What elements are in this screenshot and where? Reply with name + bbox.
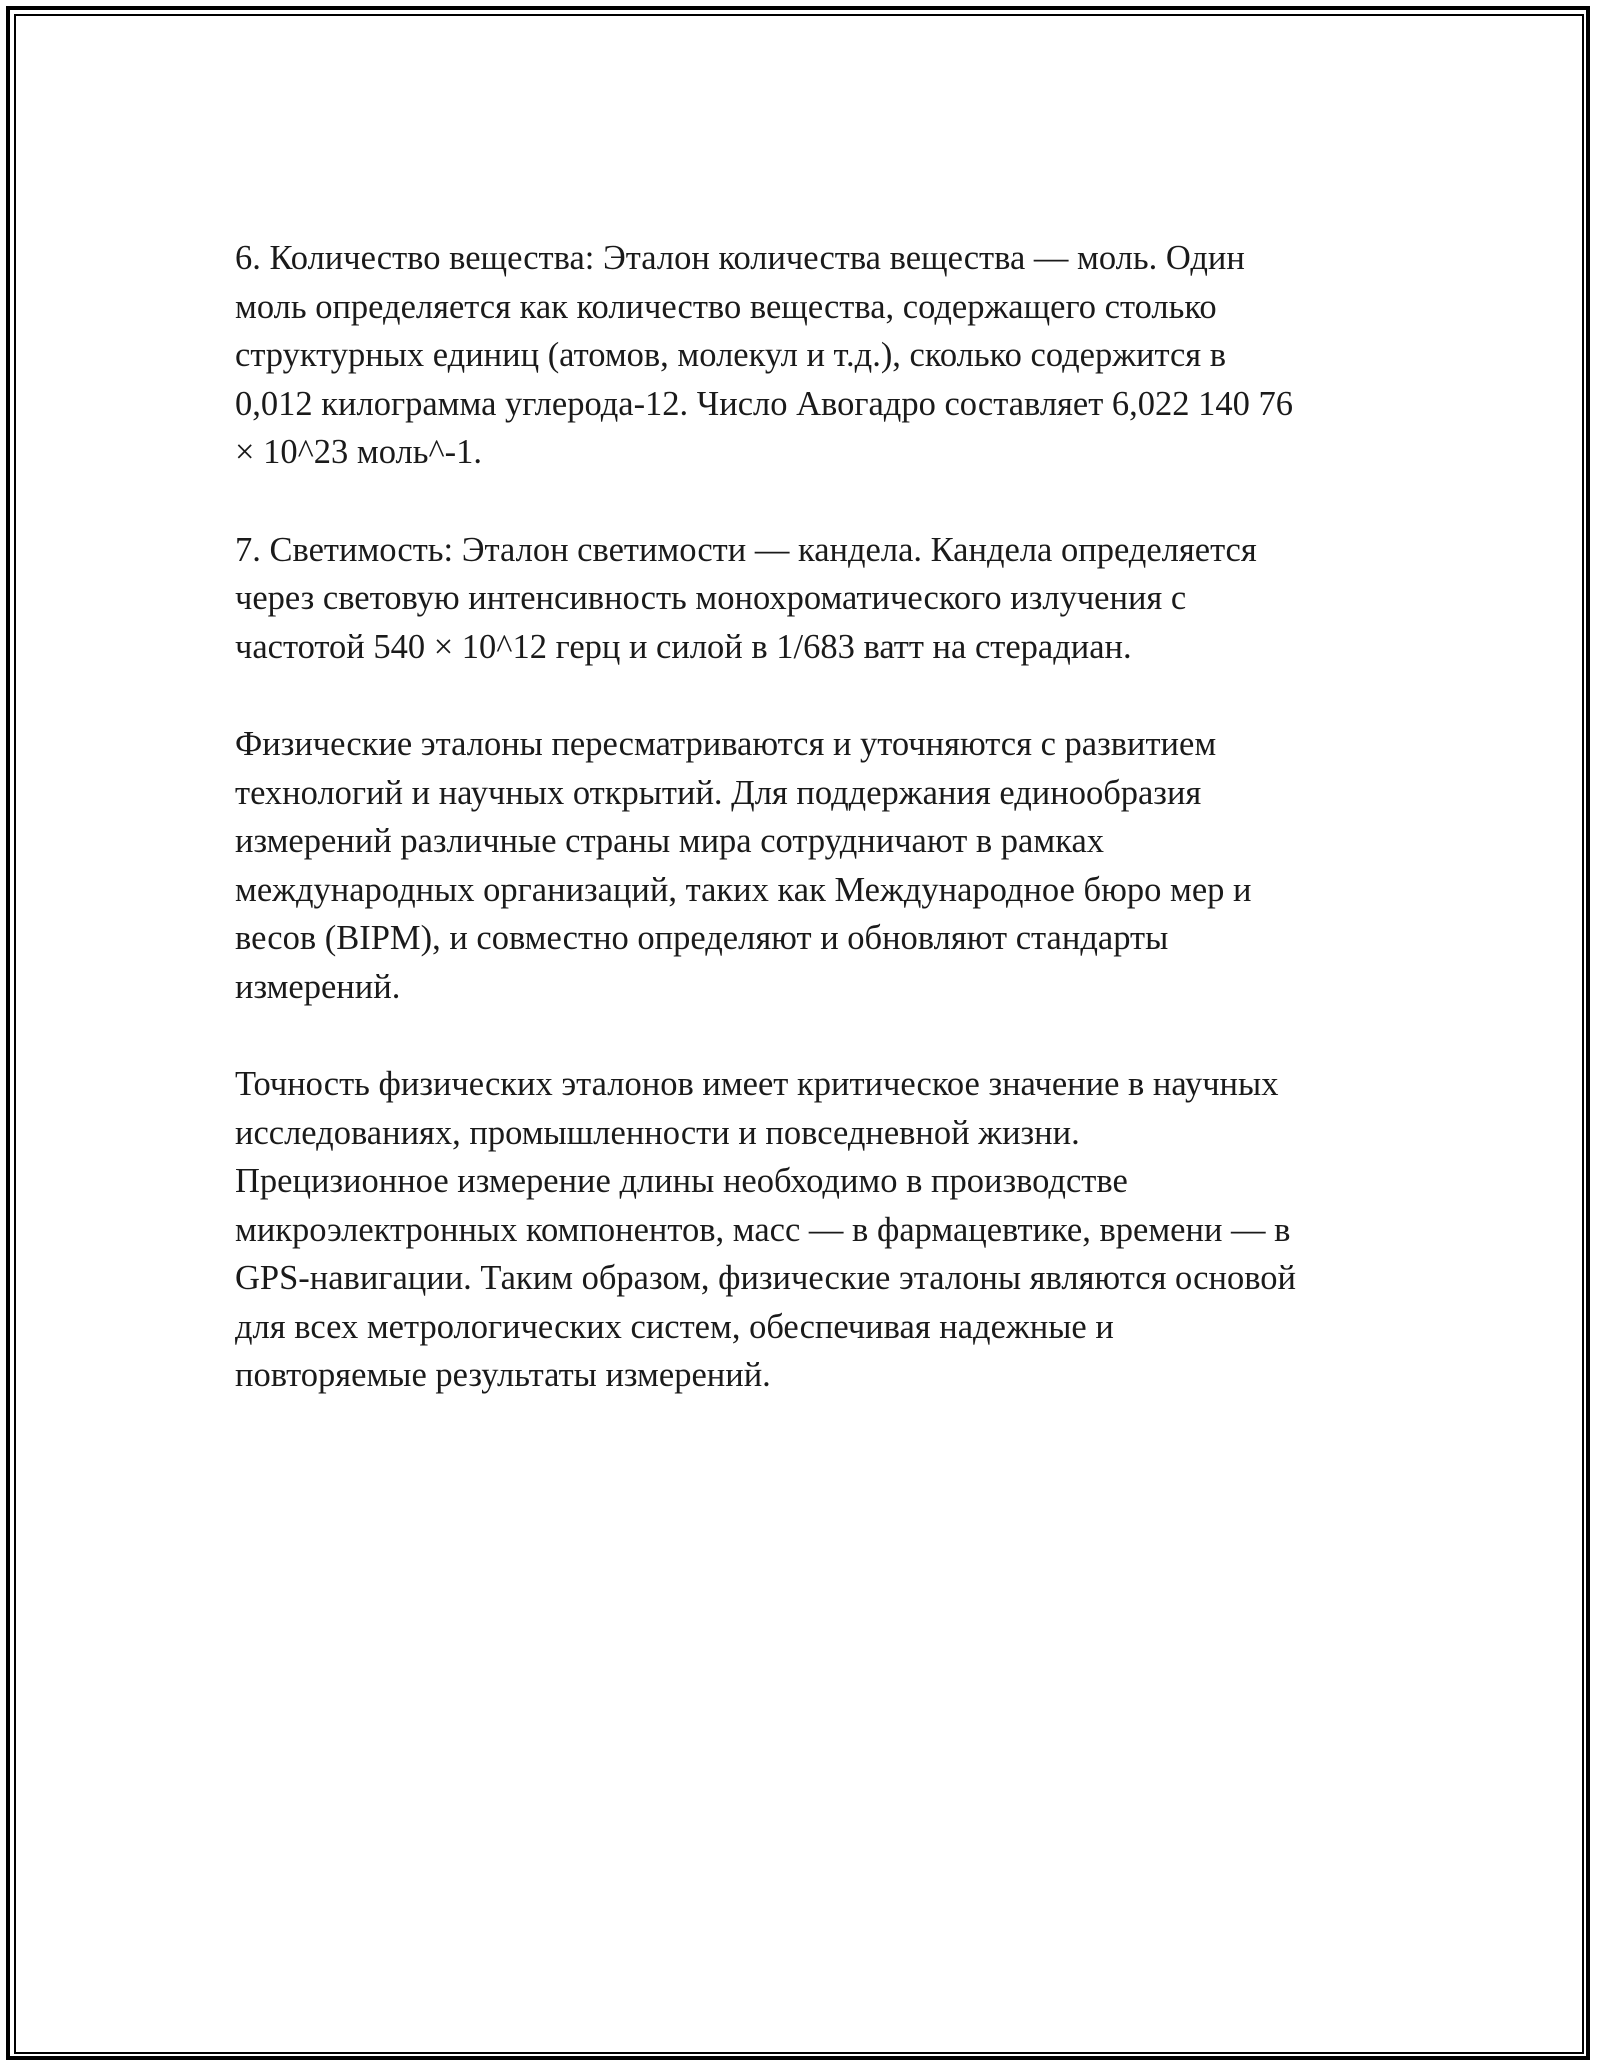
paragraph-standards-importance: Точность физических эталонов имеет критическое значение в научных исследованиях, промышленности и повседневной жизни. Прецизионное измерение длины необходимо в производстве микроэлектронных компонентов, масс — в фармацевтике, времени — в GPS-навигации. Таким образом, физические эталоны являются основой для всех метрологических систем, обеспечивая надежные и повторяемые результаты измерений. [235,1065,1296,1394]
paragraph-standards-revision: Физические эталоны пересматриваются и уточняются с развитием технологий и научных открытий. Для поддержания единообразия измерений различные страны мира сотрудничают в рамках международных организаций, таких как Международное бюро мер и весов (BIPM), и совместно определяют и обновляют стандарты измерений. [235,725,1252,1006]
paragraph-luminous-intensity: 7. Светимость: Эталон светимости — кандела. Кандела определяется через световую интенсивность монохроматического излучения с частотой 540 × 10^12 герц и силой в 1/683 ватт на стерадиан. [235,530,1257,666]
document-body [235,234,1375,1449]
paragraph-amount-of-substance: 6. Количество вещества: Эталон количества вещества — моль. Один моль определяется как количество вещества, содержащего столько структурных единиц (атомов, молекул и т.д.), сколько содержится в 0,012 килограмма углерода-12. Число Авогадро составляет 6,022 140 76 × 10^23 моль^-1. [235,239,1294,471]
